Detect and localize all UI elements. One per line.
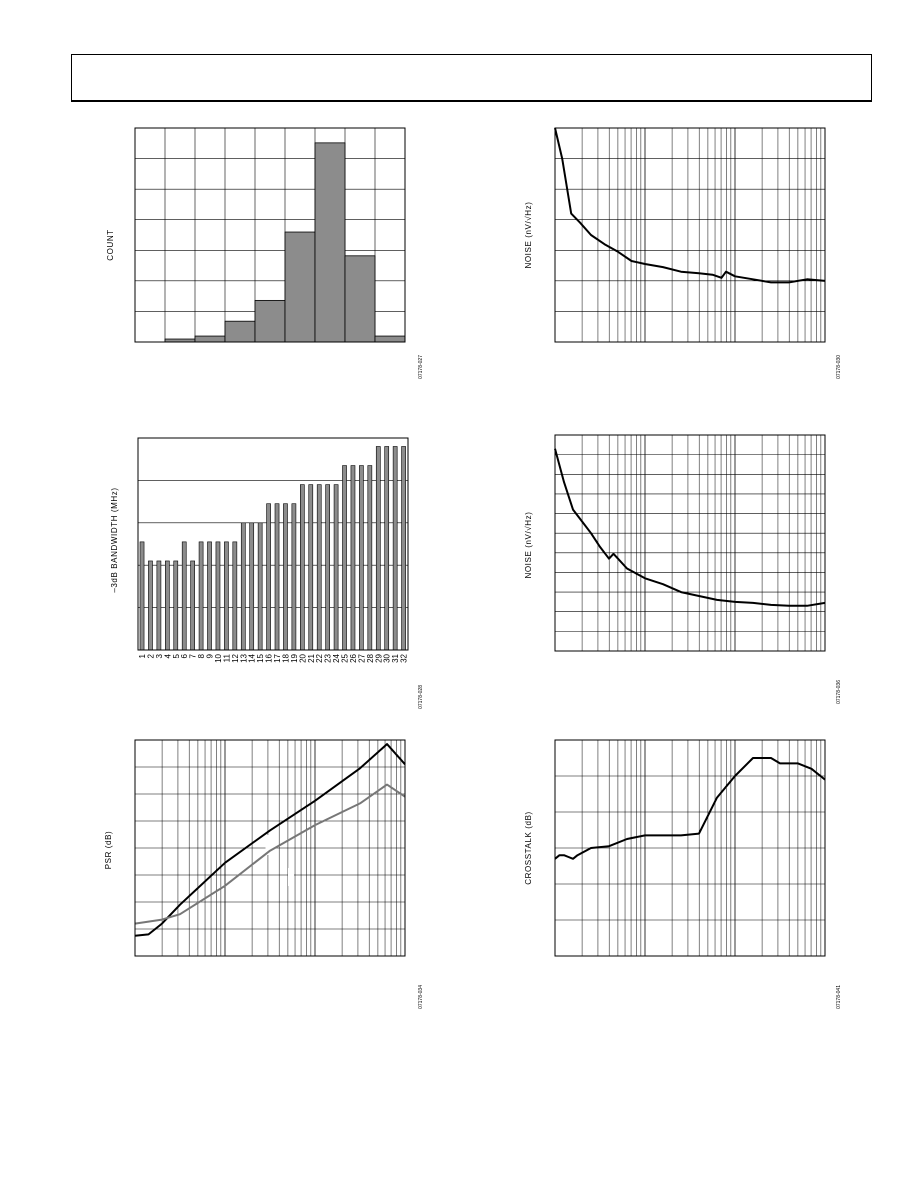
x-tick-label: 28 bbox=[365, 654, 375, 663]
x-tick-label: 14 bbox=[247, 654, 257, 663]
x-tick-label: 11 bbox=[222, 654, 232, 663]
x-tick-label: 16 bbox=[264, 654, 274, 663]
x-tick-label: 13 bbox=[239, 654, 249, 663]
x-tick-label: 15 bbox=[256, 654, 266, 663]
y-axis-label: –3dB BANDWIDTH (MHz) bbox=[110, 487, 119, 593]
y-axis-label: PSR (dB) bbox=[104, 830, 113, 870]
x-tick-label: 31 bbox=[391, 654, 401, 663]
bandwidth-bar bbox=[216, 542, 220, 650]
bandwidth-bar bbox=[385, 446, 389, 650]
bandwidth-bar bbox=[233, 542, 237, 650]
plot-frame bbox=[555, 435, 825, 651]
bandwidth-bar bbox=[191, 561, 195, 650]
bandwidth-bar bbox=[326, 485, 330, 650]
x-tick-label: 7 bbox=[188, 654, 198, 659]
x-tick-label: 4 bbox=[163, 654, 173, 659]
bandwidth-bar bbox=[157, 561, 161, 650]
x-tick-label: 19 bbox=[289, 654, 299, 663]
plot-area bbox=[135, 128, 405, 342]
figure-id: 07178-030 bbox=[836, 355, 842, 379]
figure-id: 07178-028 bbox=[418, 685, 424, 709]
x-tick-label: 23 bbox=[323, 654, 333, 663]
x-tick-label: 6 bbox=[180, 654, 190, 659]
grid-gap bbox=[288, 868, 294, 886]
bandwidth-bar bbox=[208, 542, 212, 650]
x-tick-label: 25 bbox=[340, 654, 350, 663]
x-tick-label: 22 bbox=[315, 654, 325, 663]
bandwidth-bar bbox=[317, 485, 321, 650]
bandwidth-bar bbox=[359, 466, 363, 650]
x-tick-label: 26 bbox=[349, 654, 358, 663]
figure-id: 07178-041 bbox=[836, 985, 842, 1009]
x-tick-label: 9 bbox=[205, 654, 215, 659]
plot-area bbox=[138, 438, 408, 650]
histogram-bar bbox=[255, 300, 285, 342]
chart-noise-2 bbox=[520, 430, 850, 704]
bandwidth-bar bbox=[250, 523, 254, 650]
plot-area bbox=[135, 740, 405, 956]
x-tick-label: 12 bbox=[230, 654, 240, 663]
plot-frame bbox=[555, 128, 825, 342]
bandwidth-bar bbox=[393, 446, 397, 650]
bandwidth-bar bbox=[376, 446, 380, 650]
bandwidth-bar bbox=[182, 542, 186, 650]
y-axis-label: CROSSTALK (dB) bbox=[524, 811, 533, 885]
chart-crosstalk bbox=[520, 730, 850, 1009]
x-tick-label: 24 bbox=[332, 654, 342, 663]
bandwidth-bar bbox=[275, 504, 279, 650]
histogram-bar bbox=[345, 256, 375, 342]
bandwidth-bar bbox=[283, 504, 287, 650]
plot-area bbox=[555, 435, 825, 651]
bandwidth-bar bbox=[334, 485, 338, 650]
series-line-1 bbox=[555, 449, 825, 606]
bandwidth-bar bbox=[140, 542, 144, 650]
plot-frame bbox=[138, 438, 408, 650]
bandwidth-bar bbox=[241, 523, 245, 650]
bandwidth-bar bbox=[300, 485, 304, 650]
bandwidth-bar bbox=[292, 504, 296, 650]
x-tick-label: 29 bbox=[374, 654, 384, 663]
bandwidth-bar bbox=[148, 561, 152, 650]
histogram-bar bbox=[195, 336, 225, 342]
figure-id: 07178-036 bbox=[836, 680, 842, 704]
bandwidth-bar bbox=[351, 466, 355, 650]
bandwidth-bar bbox=[199, 542, 203, 650]
chart-noise-1 bbox=[520, 120, 850, 380]
x-tick-label: 17 bbox=[273, 654, 282, 663]
bandwidth-bar bbox=[343, 466, 347, 650]
chart-bandwidth-bars bbox=[100, 430, 430, 709]
x-tick-label: 27 bbox=[357, 654, 367, 663]
bandwidth-bar bbox=[402, 446, 406, 650]
chart-count-histogram bbox=[100, 120, 430, 380]
x-tick-label: 2 bbox=[146, 654, 156, 659]
plot-area bbox=[555, 128, 825, 342]
x-tick-label: 8 bbox=[197, 654, 207, 659]
figure-id: 07178-027 bbox=[418, 355, 424, 379]
x-tick-label: 30 bbox=[382, 654, 392, 663]
y-axis-label: NOISE (nV/√Hz) bbox=[524, 511, 533, 579]
histogram-bar bbox=[225, 321, 255, 342]
bandwidth-bar bbox=[267, 504, 271, 650]
bandwidth-bar bbox=[258, 523, 262, 650]
x-tick-label: 5 bbox=[171, 654, 181, 659]
figure-id: 07178-034 bbox=[418, 985, 424, 1009]
x-tick-label: 20 bbox=[298, 654, 308, 663]
x-tick-label: 18 bbox=[281, 654, 291, 663]
bandwidth-bar bbox=[309, 485, 313, 650]
x-tick-label: 21 bbox=[306, 654, 316, 663]
y-axis-label: COUNT bbox=[106, 229, 115, 261]
chart-psr bbox=[100, 730, 430, 1009]
histogram-bar bbox=[375, 336, 405, 342]
y-axis-label: NOISE (nV/√Hz) bbox=[524, 201, 533, 269]
histogram-bar bbox=[285, 232, 315, 342]
x-tick-label: 32 bbox=[399, 654, 409, 663]
histogram-bar bbox=[315, 143, 345, 342]
x-tick-label: 1 bbox=[138, 654, 147, 659]
series-line-1 bbox=[555, 128, 825, 282]
bandwidth-bar bbox=[224, 542, 228, 650]
x-tick-label: 10 bbox=[214, 654, 223, 663]
plot-area bbox=[555, 740, 825, 956]
x-tick-label: 3 bbox=[154, 654, 164, 659]
page-header-box bbox=[71, 54, 872, 102]
bandwidth-bar bbox=[174, 561, 178, 650]
bandwidth-bar bbox=[368, 466, 372, 650]
bandwidth-bar bbox=[165, 561, 169, 650]
series-line-1 bbox=[555, 758, 825, 859]
